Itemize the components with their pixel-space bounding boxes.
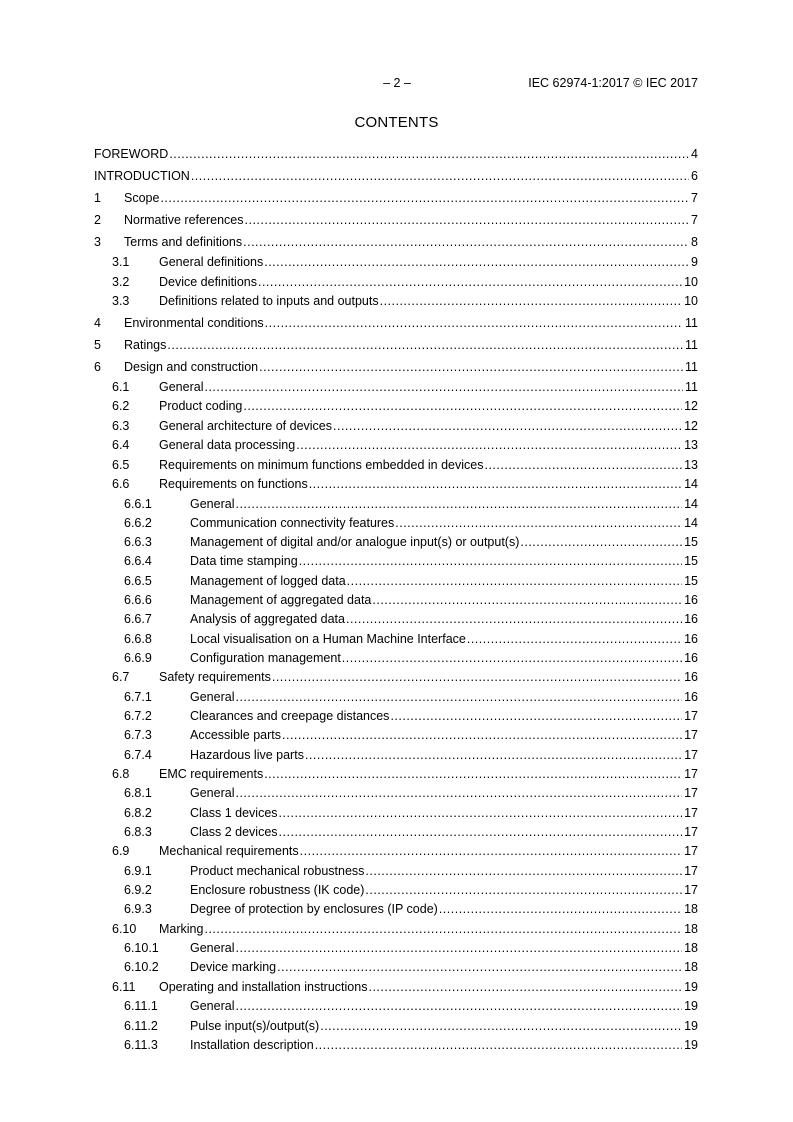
dot-leader bbox=[235, 495, 682, 514]
toc-entry-page: 10 bbox=[684, 294, 698, 308]
toc-entry-page: 13 bbox=[684, 457, 698, 472]
toc-entry[interactable] bbox=[94, 862, 698, 881]
toc-entry-label: Management of digital and/or analogue input(s) or output(s) bbox=[190, 535, 520, 550]
toc-entry-label: Local visualisation on a Human Machine Interface bbox=[190, 631, 466, 646]
toc-entry[interactable] bbox=[94, 209, 698, 231]
page-header bbox=[0, 76, 793, 92]
toc-entry-number: 6.3 bbox=[112, 418, 130, 433]
dot-leader bbox=[333, 417, 682, 437]
toc-entry-page: 7 bbox=[691, 191, 698, 205]
toc-entry-label: Design and construction bbox=[124, 359, 259, 374]
dot-leader bbox=[300, 842, 682, 862]
toc-entry-label: Scope bbox=[124, 191, 160, 205]
dot-leader bbox=[279, 823, 683, 842]
toc-entry-number: 6.7.1 bbox=[124, 689, 152, 704]
dot-leader bbox=[372, 591, 682, 610]
toc-entry-label: General bbox=[190, 496, 235, 511]
toc-entry-label: Configuration management bbox=[190, 650, 341, 665]
toc-entry-label: Requirements on functions bbox=[159, 477, 308, 491]
toc-entry-page: 9 bbox=[691, 255, 698, 269]
toc-entry-label: Device marking bbox=[190, 960, 277, 975]
toc-entry-page: 17 bbox=[684, 708, 698, 723]
dot-leader bbox=[245, 209, 690, 231]
toc-entry-number: 6.6.6 bbox=[124, 592, 152, 607]
toc-entry-label: Installation description bbox=[190, 1037, 314, 1052]
dot-leader bbox=[204, 920, 682, 940]
toc-entry[interactable] bbox=[94, 591, 698, 610]
table-of-contents bbox=[94, 143, 698, 1055]
toc-entry-page: 11 bbox=[685, 337, 698, 352]
toc-entry-label: Management of logged data bbox=[190, 573, 346, 588]
toc-entry-number: 6.10.1 bbox=[124, 941, 159, 956]
toc-entry[interactable] bbox=[94, 668, 698, 688]
toc-entry-page: 15 bbox=[684, 554, 698, 569]
toc-entry[interactable] bbox=[94, 939, 698, 958]
toc-entry-label: Normative references bbox=[124, 213, 244, 227]
toc-entry-page: 17 bbox=[684, 728, 698, 743]
toc-entry-number: 6.8.1 bbox=[124, 786, 152, 801]
toc-entry-number: 6.6.7 bbox=[124, 612, 152, 627]
toc-entry-label: Hazardous live parts bbox=[190, 747, 304, 762]
dot-leader bbox=[282, 726, 682, 745]
dot-leader bbox=[259, 356, 683, 378]
toc-entry[interactable] bbox=[94, 920, 698, 940]
toc-entry-number: 6.8.2 bbox=[124, 805, 152, 820]
toc-entry-label: EMC requirements bbox=[159, 766, 264, 781]
toc-entry-page: 19 bbox=[684, 1037, 698, 1052]
toc-entry[interactable] bbox=[94, 436, 698, 456]
dot-leader bbox=[346, 610, 682, 629]
dot-leader bbox=[235, 939, 682, 958]
toc-entry-page: 16 bbox=[684, 650, 698, 665]
toc-entry-page: 12 bbox=[684, 418, 698, 433]
toc-entry-label: General bbox=[190, 941, 235, 956]
toc-entry-label: General bbox=[159, 379, 204, 394]
toc-entry-page: 17 bbox=[684, 805, 698, 820]
toc-entry[interactable] bbox=[94, 1017, 698, 1036]
toc-entry-label: Device definitions bbox=[159, 274, 257, 289]
toc-entry-number: 4 bbox=[94, 315, 101, 330]
toc-entry-page: 19 bbox=[684, 999, 698, 1014]
dot-leader bbox=[191, 165, 689, 187]
toc-entry-number: 6.8.3 bbox=[124, 824, 152, 839]
toc-entry[interactable] bbox=[94, 1036, 698, 1055]
dot-leader bbox=[439, 900, 682, 919]
toc-entry-number: 3.3 bbox=[112, 294, 130, 308]
toc-entry-number: 6.10.2 bbox=[124, 960, 159, 975]
toc-entry-label: Product mechanical robustness bbox=[190, 863, 365, 878]
toc-entry[interactable] bbox=[94, 958, 698, 977]
toc-entry-number: 3.1 bbox=[112, 255, 130, 269]
toc-entry-label: FOREWORD bbox=[94, 147, 169, 161]
dot-leader bbox=[520, 533, 682, 552]
toc-entry-number: 1 bbox=[94, 191, 101, 205]
toc-entry[interactable] bbox=[94, 552, 698, 571]
toc-entry-number: 6.11.1 bbox=[124, 999, 158, 1014]
toc-entry[interactable] bbox=[94, 334, 698, 356]
dot-leader bbox=[347, 572, 682, 591]
toc-entry-number: 6.7.4 bbox=[124, 747, 152, 762]
toc-entry-number: 6.9.1 bbox=[124, 863, 152, 878]
dot-leader bbox=[296, 436, 682, 456]
toc-entry[interactable] bbox=[94, 707, 698, 726]
toc-entry-page: 18 bbox=[684, 941, 698, 956]
toc-entry[interactable] bbox=[94, 292, 698, 312]
toc-entry-label: Ratings bbox=[124, 337, 167, 352]
toc-entry-page: 17 bbox=[684, 824, 698, 839]
toc-entry-page: 17 bbox=[684, 863, 698, 878]
toc-entry[interactable] bbox=[94, 533, 698, 552]
toc-entry[interactable] bbox=[94, 765, 698, 785]
toc-entry[interactable] bbox=[94, 842, 698, 862]
toc-entry[interactable] bbox=[94, 397, 698, 417]
toc-entry[interactable] bbox=[94, 417, 698, 437]
toc-entry-number: 6.9 bbox=[112, 844, 130, 859]
toc-entry-page: 10 bbox=[684, 274, 698, 289]
toc-entry-page: 16 bbox=[684, 670, 698, 685]
dot-leader bbox=[380, 292, 683, 312]
toc-entry-page: 11 bbox=[685, 315, 698, 330]
toc-entry-page: 13 bbox=[684, 438, 698, 452]
page-number: – 2 – bbox=[383, 76, 411, 90]
toc-entry-number: 6.6.2 bbox=[124, 515, 152, 530]
toc-entry-page: 4 bbox=[691, 147, 698, 161]
toc-entry-label: General data processing bbox=[159, 438, 296, 452]
toc-entry[interactable] bbox=[94, 784, 698, 803]
dot-leader bbox=[264, 765, 682, 785]
toc-entry[interactable] bbox=[94, 900, 698, 919]
toc-entry-label: Environmental conditions bbox=[124, 315, 264, 330]
toc-entry-number: 6.11 bbox=[112, 979, 136, 994]
toc-entry[interactable] bbox=[94, 997, 698, 1016]
toc-entry-number: 6.5 bbox=[112, 457, 130, 472]
toc-entry-page: 16 bbox=[684, 592, 698, 607]
dot-leader bbox=[160, 187, 689, 209]
toc-entry[interactable] bbox=[94, 231, 698, 253]
toc-entry-label: General bbox=[190, 786, 235, 801]
dot-leader bbox=[277, 958, 682, 977]
toc-entry[interactable] bbox=[94, 746, 698, 765]
toc-entry-page: 18 bbox=[684, 902, 698, 917]
dot-leader bbox=[265, 312, 683, 334]
toc-entry-page: 19 bbox=[684, 1018, 698, 1033]
toc-entry-label: Marking bbox=[159, 921, 204, 936]
toc-entry-number: 6.6.8 bbox=[124, 631, 152, 646]
toc-entry-number: 6.9.2 bbox=[124, 883, 152, 898]
dot-leader bbox=[235, 688, 682, 707]
toc-entry-number: 6.10 bbox=[112, 921, 137, 936]
toc-entry-label: Definitions related to inputs and outputs bbox=[159, 294, 379, 308]
toc-entry-label: Operating and installation instructions bbox=[159, 979, 368, 994]
dot-leader bbox=[204, 378, 683, 398]
toc-entry-number: 6.2 bbox=[112, 399, 130, 413]
toc-entry-label: General architecture of devices bbox=[159, 418, 333, 433]
toc-entry-label: Data time stamping bbox=[190, 554, 298, 569]
toc-entry-label: Enclosure robustness (IK code) bbox=[190, 883, 365, 898]
toc-entry-label: General bbox=[190, 689, 235, 704]
toc-entry-page: 14 bbox=[684, 496, 698, 511]
dot-leader bbox=[169, 143, 689, 165]
toc-entry-page: 15 bbox=[684, 535, 698, 550]
toc-entry-page: 18 bbox=[684, 921, 698, 936]
toc-entry[interactable] bbox=[94, 688, 698, 707]
toc-entry-number: 6.7.3 bbox=[124, 728, 152, 743]
toc-entry[interactable] bbox=[94, 475, 698, 495]
toc-entry-label: Class 1 devices bbox=[190, 805, 278, 820]
toc-entry-label: INTRODUCTION bbox=[94, 169, 190, 183]
toc-entry[interactable] bbox=[94, 187, 698, 209]
toc-entry-page: 14 bbox=[684, 515, 698, 530]
dot-leader bbox=[279, 804, 683, 823]
toc-entry-label: Requirements on minimum functions embedded in devices bbox=[159, 457, 484, 472]
dot-leader bbox=[395, 514, 682, 533]
toc-entry-page: 16 bbox=[684, 631, 698, 646]
dot-leader bbox=[365, 881, 682, 900]
toc-entry[interactable] bbox=[94, 514, 698, 533]
dot-leader bbox=[467, 630, 682, 649]
toc-entry-label: Communication connectivity features bbox=[190, 515, 395, 530]
toc-entry-number: 6 bbox=[94, 359, 101, 374]
toc-entry-number: 6.11.2 bbox=[124, 1018, 158, 1033]
toc-entry[interactable] bbox=[94, 649, 698, 668]
toc-entry-page: 8 bbox=[691, 235, 698, 249]
toc-entry[interactable] bbox=[94, 804, 698, 823]
toc-entry-label: General definitions bbox=[159, 255, 264, 269]
toc-entry[interactable] bbox=[94, 630, 698, 649]
toc-entry[interactable] bbox=[94, 495, 698, 514]
toc-entry[interactable] bbox=[94, 143, 698, 165]
toc-entry-label: Product coding bbox=[159, 399, 243, 413]
toc-entry-label: Accessible parts bbox=[190, 728, 282, 743]
toc-entry-label: Class 2 devices bbox=[190, 824, 278, 839]
dot-leader bbox=[365, 862, 682, 881]
toc-entry[interactable] bbox=[94, 726, 698, 745]
toc-entry-label: Safety requirements bbox=[159, 670, 271, 685]
dot-leader bbox=[243, 231, 689, 253]
toc-entry-number: 6.6 bbox=[112, 477, 130, 491]
toc-entry[interactable] bbox=[94, 978, 698, 998]
dot-leader bbox=[167, 334, 683, 356]
dot-leader bbox=[272, 668, 682, 688]
toc-entry-page: 11 bbox=[685, 359, 698, 374]
toc-entry-label: Management of aggregated data bbox=[190, 592, 372, 607]
toc-entry-number: 5 bbox=[94, 337, 101, 352]
toc-entry-number: 6.7.2 bbox=[124, 708, 152, 723]
toc-entry-page: 18 bbox=[684, 960, 698, 975]
dot-leader bbox=[320, 1017, 682, 1036]
dot-leader bbox=[299, 552, 682, 571]
toc-entry[interactable] bbox=[94, 356, 698, 378]
toc-entry-number: 6.6.4 bbox=[124, 554, 152, 569]
toc-entry-number: 2 bbox=[94, 213, 101, 227]
toc-entry-number: 6.6.5 bbox=[124, 573, 152, 588]
toc-entry-page: 6 bbox=[691, 169, 698, 183]
dot-leader bbox=[390, 707, 682, 726]
toc-entry-number: 6.8 bbox=[112, 766, 130, 781]
toc-entry[interactable] bbox=[94, 378, 698, 398]
toc-entry-page: 17 bbox=[684, 883, 698, 898]
toc-entry-number: 6.9.3 bbox=[124, 902, 152, 917]
dot-leader bbox=[305, 746, 682, 765]
toc-entry-label: Terms and definitions bbox=[124, 235, 243, 249]
toc-entry[interactable] bbox=[94, 165, 698, 187]
toc-entry-page: 17 bbox=[684, 786, 698, 801]
toc-entry[interactable] bbox=[94, 253, 698, 273]
toc-entry-label: Clearances and creepage distances bbox=[190, 708, 390, 723]
standard-reference: IEC 62974-1:2017 © IEC 2017 bbox=[528, 76, 698, 90]
dot-leader bbox=[258, 273, 682, 293]
toc-entry-page: 14 bbox=[684, 477, 698, 491]
toc-entry-page: 17 bbox=[684, 766, 698, 781]
toc-entry-number: 6.4 bbox=[112, 438, 130, 452]
toc-entry-page: 16 bbox=[684, 612, 698, 627]
dot-leader bbox=[235, 784, 682, 803]
toc-entry-page: 7 bbox=[691, 213, 698, 227]
toc-entry-page: 12 bbox=[684, 399, 698, 413]
toc-entry-page: 15 bbox=[684, 573, 698, 588]
dot-leader bbox=[484, 456, 682, 476]
toc-entry[interactable] bbox=[94, 456, 698, 476]
toc-entry-page: 11 bbox=[685, 379, 698, 394]
toc-entry-number: 3 bbox=[94, 235, 101, 249]
toc-entry-number: 6.1 bbox=[112, 379, 130, 394]
toc-entry-number: 6.6.3 bbox=[124, 535, 152, 550]
toc-entry-page: 16 bbox=[684, 689, 698, 704]
toc-entry-label: Degree of protection by enclosures (IP code) bbox=[190, 902, 438, 917]
toc-entry-label: Analysis of aggregated data bbox=[190, 612, 345, 627]
dot-leader bbox=[368, 978, 682, 998]
toc-entry-number: 6.6.9 bbox=[124, 650, 152, 665]
page-title: CONTENTS bbox=[354, 114, 439, 131]
toc-entry-label: General bbox=[190, 999, 235, 1014]
dot-leader bbox=[243, 397, 682, 417]
toc-entry-page: 19 bbox=[684, 979, 698, 994]
toc-entry-label: Mechanical requirements bbox=[159, 844, 299, 859]
toc-entry-number: 6.11.3 bbox=[124, 1037, 158, 1052]
dot-leader bbox=[235, 997, 682, 1016]
toc-entry-number: 6.6.1 bbox=[124, 496, 152, 511]
toc-entry[interactable] bbox=[94, 881, 698, 900]
toc-entry-number: 3.2 bbox=[112, 274, 130, 289]
dot-leader bbox=[309, 475, 682, 495]
toc-entry-number: 6.7 bbox=[112, 670, 130, 685]
dot-leader bbox=[315, 1036, 682, 1055]
dot-leader bbox=[264, 253, 689, 273]
toc-entry-label: Pulse input(s)/output(s) bbox=[190, 1018, 320, 1033]
toc-entry[interactable] bbox=[94, 312, 698, 334]
dot-leader bbox=[342, 649, 682, 668]
toc-entry[interactable] bbox=[94, 823, 698, 842]
toc-entry[interactable] bbox=[94, 572, 698, 591]
toc-entry[interactable] bbox=[94, 273, 698, 293]
toc-entry-page: 17 bbox=[684, 844, 698, 859]
toc-entry[interactable] bbox=[94, 610, 698, 629]
toc-entry-page: 17 bbox=[684, 747, 698, 762]
